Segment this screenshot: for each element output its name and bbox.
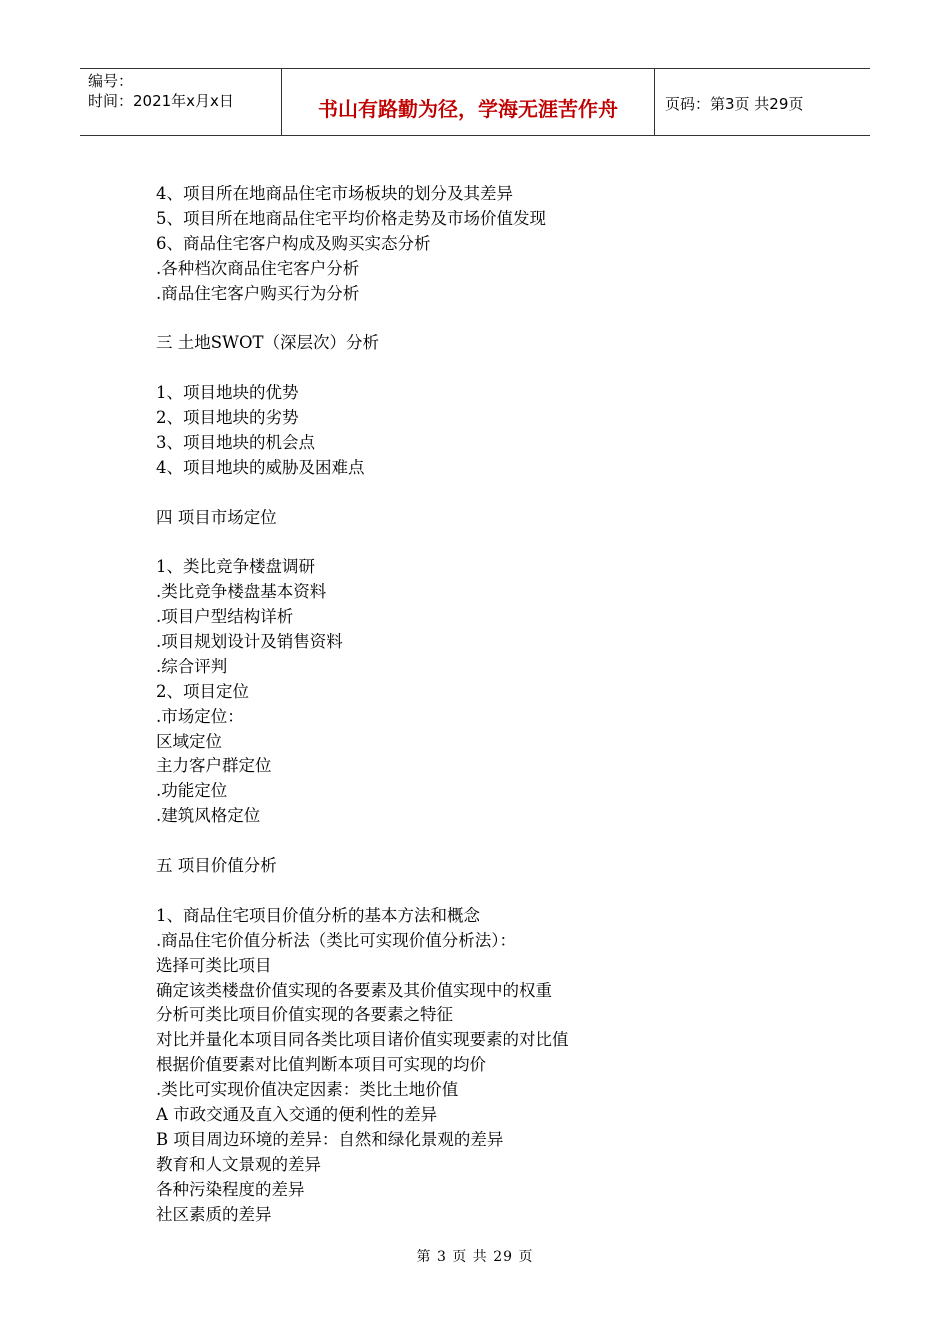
- blank-line: [156, 306, 856, 331]
- body-line: B 项目周边环境的差异：自然和绿化景观的差异: [156, 1129, 504, 1149]
- body-line: .项目规划设计及销售资料: [156, 632, 343, 652]
- body-line: A 市政交通及直入交通的便利性的差异: [156, 1104, 438, 1124]
- blank-line: [156, 481, 856, 506]
- body-line: 社区素质的差异: [156, 1204, 272, 1224]
- body-line: 2、项目定位: [156, 681, 249, 701]
- body-line: .综合评判: [156, 656, 228, 676]
- body-line: 6、商品住宅客户构成及购买实态分析: [156, 233, 431, 253]
- blank-line: [156, 829, 856, 854]
- page-header: [80, 68, 870, 136]
- body-line: 三 土地SWOT（深层次）分析: [156, 333, 380, 353]
- body-line: 1、项目地块的优势: [156, 383, 299, 403]
- body-line: 分析可类比项目价值实现的各要素之特征: [156, 1005, 453, 1025]
- body-line: .建筑风格定位: [156, 806, 261, 826]
- document-date: 时间：2021年x月x日: [88, 92, 234, 110]
- header-page-info: 页码：第3页 共29页: [665, 95, 804, 113]
- body-line: 根据价值要素对比值判断本项目可实现的均价: [156, 1055, 486, 1075]
- body-line: 对比并量化本项目同各类比项目诸价值实现要素的对比值: [156, 1030, 569, 1050]
- body-line: 五 项目价值分析: [156, 856, 277, 876]
- body-line: 教育和人文景观的差异: [156, 1154, 321, 1174]
- blank-line: [156, 879, 856, 904]
- blank-line: [156, 356, 856, 381]
- body-line: 选择可类比项目: [156, 955, 272, 975]
- body-line: .市场定位：: [156, 706, 244, 726]
- body-line: 1、商品住宅项目价值分析的基本方法和概念: [156, 905, 480, 925]
- body-line: 2、项目地块的劣势: [156, 408, 299, 428]
- body-line: .项目户型结构详析: [156, 607, 294, 627]
- body-line: 4、项目所在地商品住宅市场板块的划分及其差异: [156, 184, 513, 203]
- body-line: .功能定位: [156, 781, 228, 801]
- document-number-label: 编号：: [88, 72, 134, 90]
- body-line: .商品住宅客户购买行为分析: [156, 283, 360, 303]
- body-line: 各种污染程度的差异: [156, 1179, 305, 1199]
- body-line: .商品住宅价值分析法（类比可实现价值分析法）：: [156, 930, 516, 950]
- body-line: 3、项目地块的机会点: [156, 432, 315, 452]
- body-line: 四 项目市场定位: [156, 507, 277, 527]
- body-line: 主力客户群定位: [156, 756, 272, 776]
- header-motto-cell: [282, 69, 655, 135]
- body-line: 5、项目所在地商品住宅平均价格走势及市场价值发现: [156, 208, 546, 228]
- header-page-cell: [655, 69, 870, 135]
- page-footer: 第 3 页 共 29 页: [416, 1249, 534, 1265]
- motto-text: 书山有路勤为径，学海无涯苦作舟: [318, 97, 618, 121]
- body-line: 1、类比竞争楼盘调研: [156, 557, 315, 577]
- body-line: 区域定位: [156, 731, 222, 751]
- body-line: .类比竞争楼盘基本资料: [156, 582, 327, 602]
- body-line: .类比可实现价值决定因素：类比土地价值: [156, 1080, 459, 1100]
- body-line: .各种档次商品住宅客户分析: [156, 258, 360, 278]
- body-line: 4、项目地块的威胁及困难点: [156, 457, 365, 477]
- blank-line: [156, 530, 856, 555]
- document-body: [156, 182, 856, 1227]
- header-meta-cell: [80, 69, 282, 135]
- body-line: 确定该类楼盘价值实现的各要素及其价值实现中的权重: [156, 980, 552, 1000]
